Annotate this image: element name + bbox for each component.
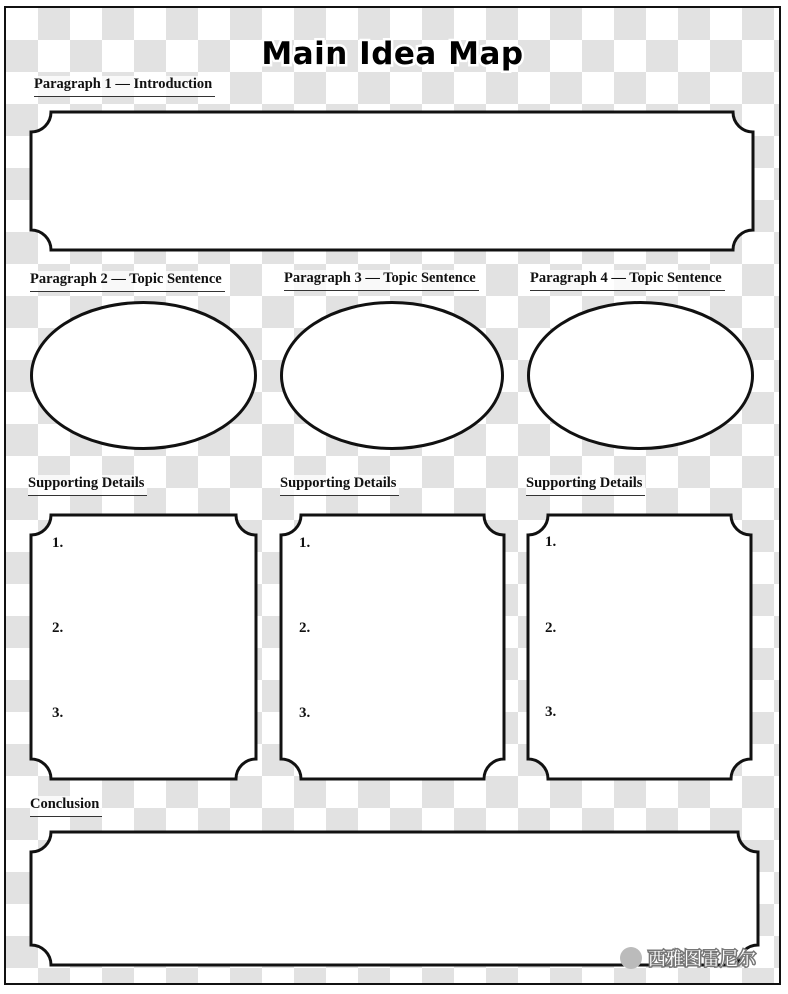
details-box-3[interactable] <box>279 513 506 781</box>
details-label-3: Supporting Details <box>280 475 399 496</box>
topic-label-4: Paragraph 4 — Topic Sentence <box>530 270 725 291</box>
detail-number-1: 1. <box>299 535 311 551</box>
watermark-text: 西雅图雷尼尔 <box>648 949 756 970</box>
detail-number-2: 2. <box>545 620 557 636</box>
topic-label-3: Paragraph 3 — Topic Sentence <box>284 270 479 291</box>
watermark <box>620 945 756 971</box>
detail-number-3: 3. <box>52 705 64 721</box>
intro-label: Paragraph 1 — Introduction <box>34 76 215 97</box>
details-box-2[interactable] <box>29 513 258 781</box>
detail-number-2: 2. <box>299 620 311 636</box>
details-label-4: Supporting Details <box>526 475 645 496</box>
detail-number-1: 1. <box>52 535 64 551</box>
conclusion-label: Conclusion <box>30 796 102 817</box>
topic-oval-2[interactable] <box>29 300 258 451</box>
details-box-4[interactable] <box>526 513 753 781</box>
page-title: Main Idea Map <box>261 36 524 72</box>
detail-number-1: 1. <box>545 534 557 550</box>
topic-oval-3[interactable] <box>279 300 505 451</box>
detail-number-3: 3. <box>545 704 557 720</box>
topic-oval-4[interactable] <box>526 300 755 451</box>
topic-label-2: Paragraph 2 — Topic Sentence <box>30 271 225 292</box>
details-label-2: Supporting Details <box>28 475 147 496</box>
detail-number-2: 2. <box>52 620 64 636</box>
intro-box[interactable] <box>29 110 755 252</box>
wechat-icon <box>620 947 642 969</box>
detail-number-3: 3. <box>299 705 311 721</box>
